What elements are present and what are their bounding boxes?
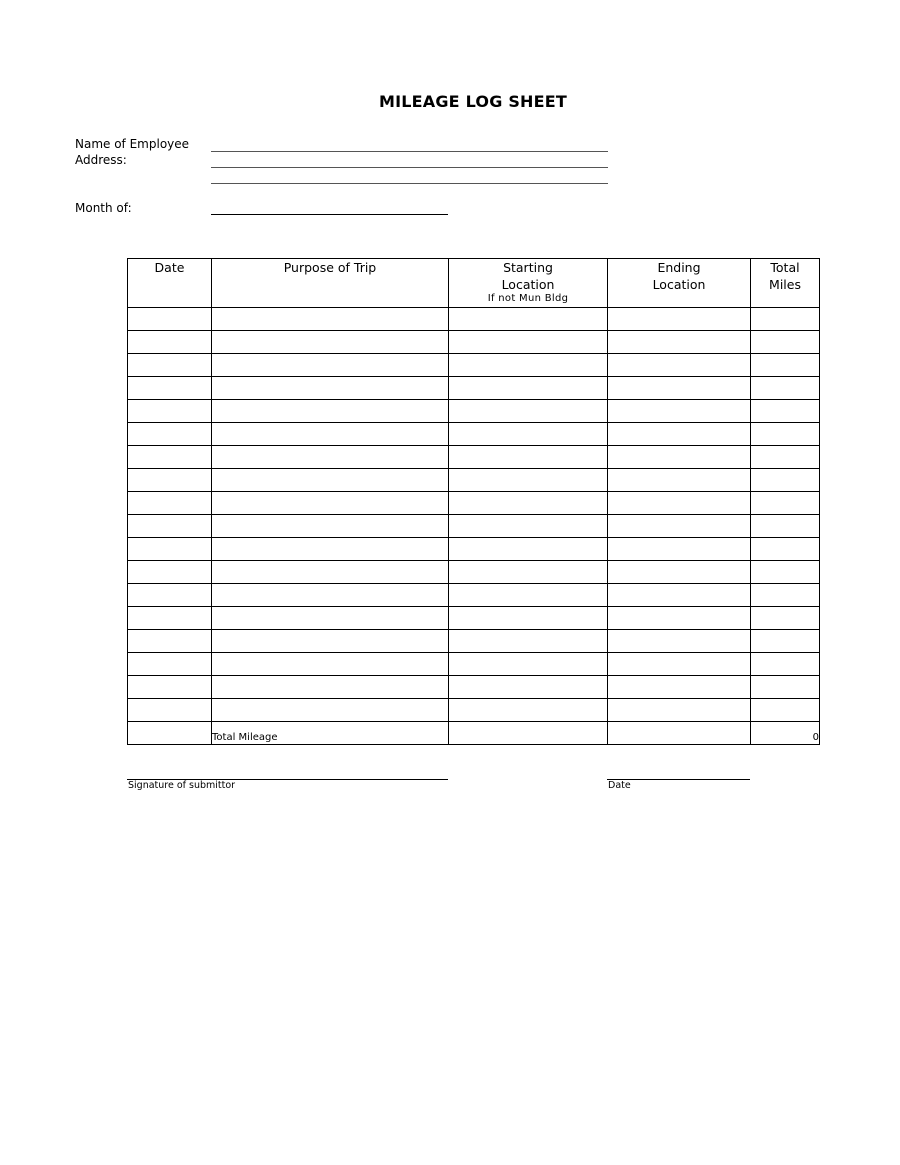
ending-location-cell[interactable]	[608, 515, 751, 538]
total-miles-cell[interactable]	[751, 699, 820, 722]
ending-location-cell[interactable]	[608, 400, 751, 423]
purpose-cell[interactable]	[212, 331, 449, 354]
table-row	[128, 561, 820, 584]
table-row	[128, 653, 820, 676]
purpose-cell[interactable]	[212, 630, 449, 653]
employee-name-field[interactable]	[211, 151, 608, 152]
table-row	[128, 469, 820, 492]
ending-location-cell[interactable]	[608, 469, 751, 492]
table-row	[128, 354, 820, 377]
ending-location-cell[interactable]	[608, 630, 751, 653]
starting-location-cell[interactable]	[449, 469, 608, 492]
table-header-row	[128, 259, 820, 308]
table-row	[128, 446, 820, 469]
date-cell[interactable]	[128, 607, 212, 630]
purpose-cell[interactable]	[212, 561, 449, 584]
ending-location-cell[interactable]	[608, 584, 751, 607]
employee-name-label: Name of Employee	[75, 137, 190, 151]
starting-location-cell[interactable]	[449, 630, 608, 653]
table-row	[128, 630, 820, 653]
table-row	[128, 676, 820, 699]
total-row-end-cell	[608, 722, 751, 745]
total-miles-cell[interactable]	[751, 607, 820, 630]
starting-location-cell[interactable]	[449, 515, 608, 538]
ending-location-cell[interactable]	[608, 699, 751, 722]
date-cell[interactable]	[128, 538, 212, 561]
table-row	[128, 492, 820, 515]
starting-location-cell[interactable]	[449, 676, 608, 699]
ending-location-cell[interactable]	[608, 538, 751, 561]
total-miles-cell[interactable]	[751, 561, 820, 584]
address-field-line-2[interactable]	[211, 183, 608, 184]
address-field-line-1[interactable]	[211, 167, 608, 168]
date-cell[interactable]	[128, 377, 212, 400]
ending-location-cell[interactable]	[608, 446, 751, 469]
header-purpose: Purpose of Trip	[212, 259, 449, 308]
total-miles-cell[interactable]	[751, 377, 820, 400]
table-row	[128, 515, 820, 538]
ending-location-cell[interactable]	[608, 607, 751, 630]
header-date: Date	[128, 259, 212, 308]
ending-location-cell[interactable]	[608, 653, 751, 676]
starting-location-cell[interactable]	[449, 699, 608, 722]
starting-location-cell[interactable]	[449, 423, 608, 446]
ending-location-cell[interactable]	[608, 492, 751, 515]
date-cell[interactable]	[128, 423, 212, 446]
total-miles-cell[interactable]	[751, 354, 820, 377]
table-row	[128, 423, 820, 446]
total-miles-cell[interactable]	[751, 423, 820, 446]
header-ending-location: Ending Location	[608, 259, 751, 308]
table-row	[128, 308, 820, 331]
date-cell[interactable]	[128, 492, 212, 515]
starting-location-cell[interactable]	[449, 607, 608, 630]
mileage-log-table	[127, 258, 820, 745]
date-cell[interactable]	[128, 653, 212, 676]
total-row-date-cell	[128, 722, 212, 745]
total-miles-cell[interactable]	[751, 653, 820, 676]
starting-location-cell[interactable]	[449, 492, 608, 515]
ending-location-cell[interactable]	[608, 676, 751, 699]
purpose-cell[interactable]	[212, 446, 449, 469]
total-miles-cell[interactable]	[751, 676, 820, 699]
page-title: MILEAGE LOG SHEET	[378, 92, 568, 111]
date-cell[interactable]	[128, 515, 212, 538]
address-label: Address:	[75, 153, 127, 167]
header-starting-location: Starting Location If not Mun Bldg	[449, 259, 608, 308]
total-mileage-label: Total Mileage	[212, 722, 449, 745]
table-row	[128, 699, 820, 722]
total-miles-cell[interactable]	[751, 515, 820, 538]
starting-location-cell[interactable]	[449, 377, 608, 400]
table-row	[128, 400, 820, 423]
total-miles-cell[interactable]	[751, 584, 820, 607]
purpose-cell[interactable]	[212, 607, 449, 630]
purpose-cell[interactable]	[212, 354, 449, 377]
date-cell[interactable]	[128, 469, 212, 492]
date-cell[interactable]	[128, 400, 212, 423]
starting-location-cell[interactable]	[449, 354, 608, 377]
total-mileage-value: 0	[751, 722, 820, 745]
ending-location-cell[interactable]	[608, 308, 751, 331]
date-cell[interactable]	[128, 584, 212, 607]
purpose-cell[interactable]	[212, 515, 449, 538]
header-total-miles: Total Miles	[751, 259, 820, 308]
starting-location-cell[interactable]	[449, 538, 608, 561]
purpose-cell[interactable]	[212, 423, 449, 446]
purpose-cell[interactable]	[212, 676, 449, 699]
purpose-cell[interactable]	[212, 377, 449, 400]
ending-location-cell[interactable]	[608, 354, 751, 377]
date-cell[interactable]	[128, 561, 212, 584]
ending-location-cell[interactable]	[608, 377, 751, 400]
purpose-cell[interactable]	[212, 469, 449, 492]
starting-location-cell[interactable]	[449, 331, 608, 354]
starting-location-cell[interactable]	[449, 561, 608, 584]
purpose-cell[interactable]	[212, 699, 449, 722]
date-cell[interactable]	[128, 308, 212, 331]
starting-location-cell[interactable]	[449, 308, 608, 331]
ending-location-cell[interactable]	[608, 331, 751, 354]
month-label: Month of:	[75, 201, 132, 215]
date-cell[interactable]	[128, 446, 212, 469]
ending-location-cell[interactable]	[608, 423, 751, 446]
date-cell[interactable]	[128, 699, 212, 722]
purpose-cell[interactable]	[212, 653, 449, 676]
purpose-cell[interactable]	[212, 584, 449, 607]
ending-location-cell[interactable]	[608, 561, 751, 584]
starting-location-cell[interactable]	[449, 584, 608, 607]
purpose-cell[interactable]	[212, 492, 449, 515]
table-row	[128, 377, 820, 400]
table-row	[128, 607, 820, 630]
table-row	[128, 584, 820, 607]
total-row	[128, 722, 820, 745]
month-field[interactable]	[211, 214, 448, 215]
purpose-cell[interactable]	[212, 538, 449, 561]
total-miles-cell[interactable]	[751, 630, 820, 653]
purpose-cell[interactable]	[212, 308, 449, 331]
starting-location-cell[interactable]	[449, 653, 608, 676]
date-cell[interactable]	[128, 331, 212, 354]
total-miles-cell[interactable]	[751, 446, 820, 469]
total-miles-cell[interactable]	[751, 538, 820, 561]
purpose-cell[interactable]	[212, 400, 449, 423]
signature-label: Signature of submittor	[128, 780, 236, 791]
starting-location-cell[interactable]	[449, 446, 608, 469]
date-cell[interactable]	[128, 354, 212, 377]
date-cell[interactable]	[128, 676, 212, 699]
date-cell[interactable]	[128, 630, 212, 653]
header-starting-note: If not Mun Bldg	[487, 293, 569, 304]
total-miles-cell[interactable]	[751, 331, 820, 354]
total-miles-cell[interactable]	[751, 400, 820, 423]
table-row	[128, 538, 820, 561]
total-miles-cell[interactable]	[751, 469, 820, 492]
date-label: Date	[608, 780, 631, 791]
total-miles-cell[interactable]	[751, 308, 820, 331]
total-row-start-cell	[449, 722, 608, 745]
table-row	[128, 331, 820, 354]
total-miles-cell[interactable]	[751, 492, 820, 515]
starting-location-cell[interactable]	[449, 400, 608, 423]
